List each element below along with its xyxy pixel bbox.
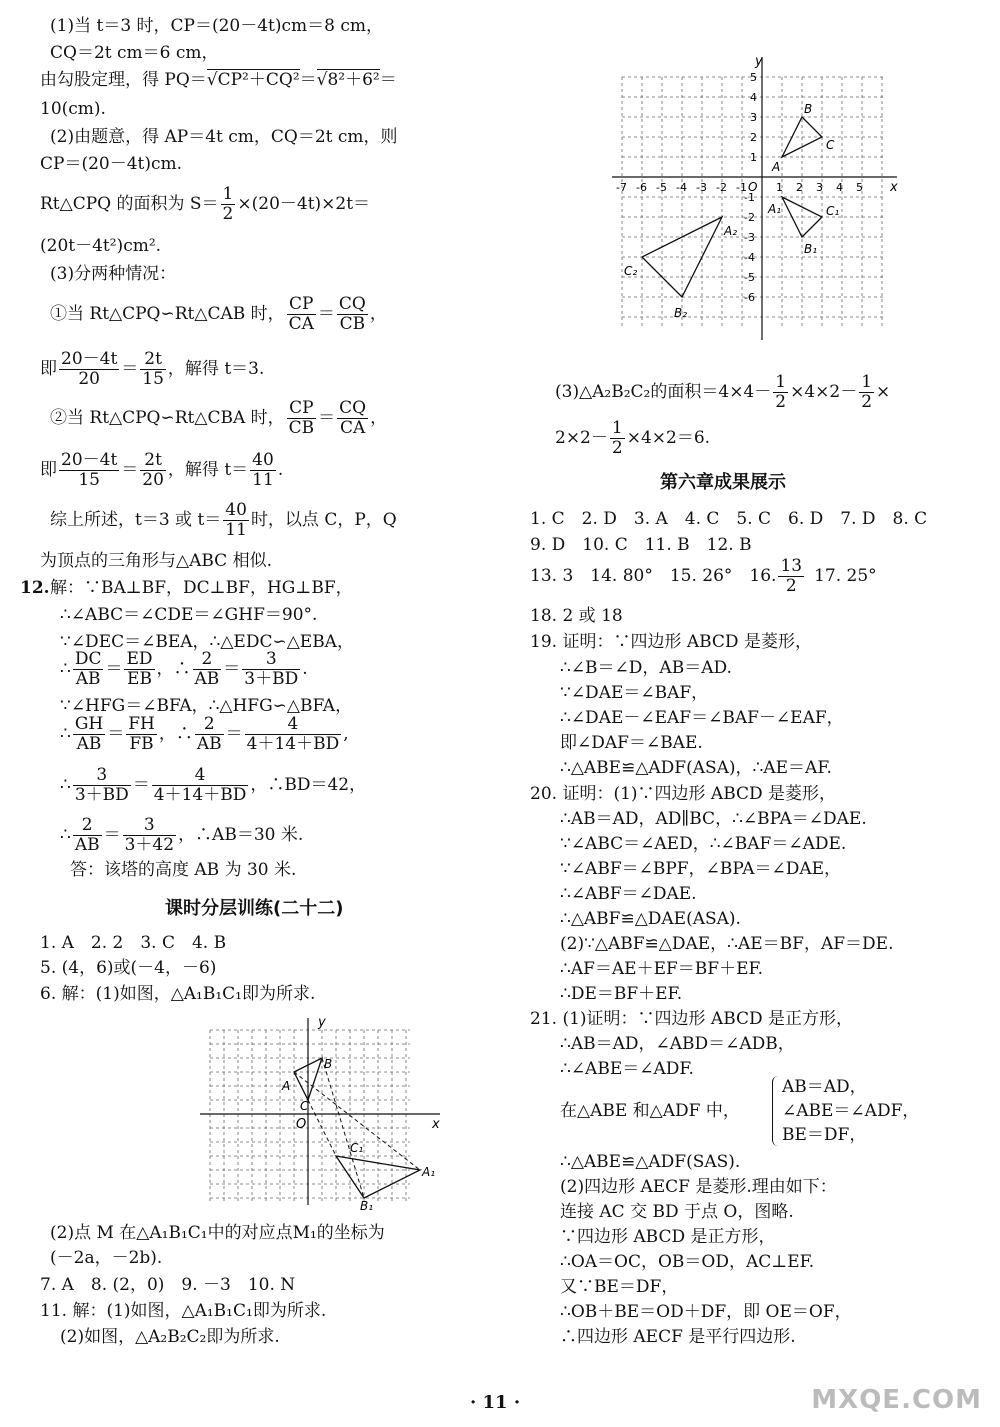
text-line: (2)∵△ABF≌△DAE，∴AE＝BF，AF＝DE. xyxy=(560,934,894,954)
text-line: ∴AF＝AE＋EF＝BF＋EF. xyxy=(560,959,764,979)
text-line: 解：∵BA⊥BF，DC⊥BF，HG⊥BF， xyxy=(50,578,353,598)
answer-line: 13. 3 14. 80° 15. 26° 16. $\frac{13}{2}$ 17. 25° xyxy=(530,556,877,596)
x-tick-label: 3 xyxy=(816,181,823,194)
answer-line: 21. (1)证明：∵四边形 ABCD 是正方形， xyxy=(530,1009,854,1029)
text-line: ∴ $\frac{GH}{AB}$ ＝ $\frac{FH}{FB}$ ，∴ $\frac{2}{AB}$ ＝ $\frac{4}{4+14+BD}$ , xyxy=(60,714,349,754)
x-tick-label: -5 xyxy=(656,181,667,194)
answer-line: 19. 证明：∵四边形 ABCD 是菱形， xyxy=(530,632,812,652)
x-tick-label: -3 xyxy=(696,181,707,194)
x-label: x xyxy=(890,180,898,195)
text-line: 综上所述，t＝3 或 t＝ $\frac{40}{11}$ 时，以点 C，P，Q xyxy=(50,500,397,540)
section-heading: 课时分层训练(二十二) xyxy=(165,898,344,919)
text-line: ∴四边形 AECF 是平行四边形. xyxy=(560,1327,796,1347)
x-tick-label: 1 xyxy=(776,181,783,194)
text-line: ∴∠ABF＝∠DAE. xyxy=(560,884,697,904)
answer-line: 18. 2 或 18 xyxy=(530,606,623,626)
label-a1: A₁ xyxy=(768,202,782,216)
text-line: ∴ $\frac{3}{3+BD}$ ＝ $\frac{4}{4+14+BD}$ ，∴BD＝42， xyxy=(60,765,367,805)
text-line: ∵∠DEC＝∠BEA，∴△EDC∽△EBA， xyxy=(60,632,354,652)
watermark: MXQE.COM xyxy=(811,1385,982,1415)
text-line: ∴DE＝BF＋EF. xyxy=(560,984,683,1004)
text-line: CQ＝2t cm＝6 cm， xyxy=(50,43,219,63)
text-line: (3)△A₂B₂C₂的面积＝4×4－ $\frac{1}{2}$ ×4×2－ $\frac{1}{2}$ × xyxy=(555,372,891,412)
label-a: A xyxy=(282,1079,291,1093)
text-line: ∴ $\frac{DC}{AB}$ ＝ $\frac{ED}{EB}$ ，∴ $\frac{2}{AB}$ ＝ $\frac{3}{3+BD}$ . xyxy=(60,649,308,689)
text-line: (3)分两种情况： xyxy=(50,264,177,284)
text-line: 10(cm). xyxy=(40,99,106,119)
text-line: BE＝DF， xyxy=(782,1125,867,1145)
y-tick-label: 5 xyxy=(750,71,757,84)
text-line: ∴AB＝AD，∠ABD＝∠ADB， xyxy=(560,1034,795,1054)
x-tick-label: -6 xyxy=(636,181,647,194)
origin-label: O xyxy=(296,1117,307,1132)
text-line: ∠ABE＝∠ADF， xyxy=(782,1101,920,1121)
x-tick-label: -7 xyxy=(616,181,627,194)
origin-label: O xyxy=(748,180,758,194)
answer-line: 5. (4，6)或(－4，－6) xyxy=(40,958,217,978)
text-line: (2)点 M 在△A₁B₁C₁中的对应点M₁的坐标为 xyxy=(50,1223,385,1243)
fraction: $\frac{1}{2}$ xyxy=(222,184,234,224)
text-line: 为顶点的三角形与△ABC 相似. xyxy=(40,551,272,571)
label-b2: B₂ xyxy=(674,306,688,320)
text-line: ∴△ABE≌△ADF(ASA)，∴AE＝AF. xyxy=(560,758,832,778)
text-line: ②当 Rt△CPQ∽Rt△CBA 时， $\frac{CP}{CB}$ ＝ $\frac{CQ}{CA}$ ， xyxy=(50,398,388,438)
text-line: ∵四边形 ABCD 是正方形， xyxy=(560,1227,776,1247)
x-label: x xyxy=(432,1117,440,1132)
text-line: ∴∠B＝∠D，AB＝AD. xyxy=(560,658,732,678)
label-c2: C₂ xyxy=(624,264,638,278)
text-line: ∴ $\frac{2}{AB}$ ＝ $\frac{3}{3+42}$ ，∴AB＝30 米. xyxy=(60,815,304,855)
x-tick-label: -4 xyxy=(676,181,687,194)
answer-line: 1. A 2. 2 3. C 4. B xyxy=(40,933,227,953)
text-line: ∴∠ABE＝∠ADF. xyxy=(560,1059,694,1079)
text-line: 即 $\frac{20-4t}{20}$ ＝ $\frac{2t}{15}$ ，解得 t＝3. xyxy=(40,349,265,389)
text-line: 答：该塔的高度 AB 为 30 米. xyxy=(70,860,297,880)
text-line: ∴AB＝AD，AD∥BC，∴∠BPA＝∠DAE. xyxy=(560,809,867,829)
page-number: · 11 · xyxy=(470,1392,521,1413)
text-line: 即 $\frac{20-4t}{15}$ ＝ $\frac{2t}{20}$ ，解得 t＝ $\frac{40}{11}$ . xyxy=(40,450,284,490)
answer-line: 20. 证明：(1)∵四边形 ABCD 是菱形， xyxy=(530,784,837,804)
text-line: ∴∠ABC＝∠CDE＝∠GHF＝90°. xyxy=(60,605,318,625)
answer-line: 7. A 8. (2，0) 9. －3 10. N xyxy=(40,1275,296,1295)
y-tick-label: -2 xyxy=(744,211,755,224)
text-line: AB＝AD， xyxy=(782,1077,867,1097)
y-tick-label: 2 xyxy=(750,131,757,144)
system-brace xyxy=(772,1076,781,1146)
y-tick-label: -6 xyxy=(744,291,755,304)
label-a1: A₁ xyxy=(422,1165,436,1179)
answer-line: 11. 解：(1)如图，△A₁B₁C₁即为所求. xyxy=(40,1301,327,1321)
x-tick-label: 4 xyxy=(836,181,843,194)
answer-line: 6. 解：(1)如图，△A₁B₁C₁即为所求. xyxy=(40,984,316,1004)
y-label: y xyxy=(755,55,763,69)
text-line: (2)如图，△A₂B₂C₂即为所求. xyxy=(60,1327,280,1347)
text-line: 连接 AC 交 BD 于点 O，图略. xyxy=(560,1202,794,1222)
text-line: ∵∠DAE＝∠BAF， xyxy=(560,683,709,703)
text-line: 在△ABE 和△ADF 中， xyxy=(560,1101,740,1121)
coordinate-figure-2 xyxy=(612,55,912,345)
y-label: y xyxy=(318,1015,326,1030)
coordinate-figure-1 xyxy=(200,1010,450,1210)
y-tick-label: 3 xyxy=(750,111,757,124)
text-line: CP＝(20－4t)cm. xyxy=(40,154,183,174)
y-tick-label: -5 xyxy=(744,271,755,284)
label-b: B xyxy=(804,102,813,116)
text-line: ∴∠DAE－∠EAF＝∠BAF－∠EAF， xyxy=(560,708,844,728)
text-line: ∴OA＝OC，OB＝OD，AC⊥EF. xyxy=(560,1252,815,1272)
text-line: ∵∠ABC＝∠AED，∴∠BAF＝∠ADE. xyxy=(560,834,847,854)
label-c: C xyxy=(300,1099,309,1113)
text-line: ∵∠ABF＝∠BPF，∠BPA＝∠DAE， xyxy=(560,859,842,879)
text-line: (－2a，－2b). xyxy=(50,1248,163,1268)
label-b1: B₁ xyxy=(804,242,818,256)
text-line: (20t－4t²)cm². xyxy=(40,236,162,256)
y-tick-label: 1 xyxy=(750,151,757,164)
label-b: B xyxy=(324,1057,333,1071)
label-a: A xyxy=(772,160,781,174)
answer-line: 1. C 2. D 3. A 4. C 5. C 6. D 7. D 8. C xyxy=(530,509,928,529)
y-tick-label: -4 xyxy=(744,251,755,264)
text-line: 即∠DAF＝∠BAE. xyxy=(560,733,703,753)
label-c1: C₁ xyxy=(826,204,840,218)
x-tick-label: 2 xyxy=(796,181,803,194)
y-tick-label: 4 xyxy=(750,91,757,104)
x-tick-label: -2 xyxy=(716,181,727,194)
x-tick-label: 5 xyxy=(856,181,863,194)
question-number: 12. xyxy=(20,578,50,598)
y-tick-label: -3 xyxy=(744,231,755,244)
text-line: ∴△ABE≌△ADF(SAS). xyxy=(560,1152,741,1172)
text-line: ①当 Rt△CPQ∽Rt△CAB 时， $\frac{CP}{CA}$ ＝ $\frac{CQ}{CB}$ ， xyxy=(50,294,387,334)
text-line: 由勾股定理，得 PQ＝√CP²＋CQ²＝√8²＋6²＝ xyxy=(40,70,397,90)
text-line: ∴OB＋BE＝OD＋DF，即 OE＝OF， xyxy=(560,1302,852,1322)
text-line: 又∵BE＝DF， xyxy=(560,1277,679,1297)
x-tick-label: -1 xyxy=(736,181,747,194)
text-line: (2)四边形 AECF 是菱形.理由如下： xyxy=(560,1177,837,1197)
label-a2: A₂ xyxy=(724,224,738,238)
y-tick-label: -1 xyxy=(744,191,755,204)
text-line: ∴△ABF≌△DAE(ASA). xyxy=(560,909,741,929)
label-c1: C₁ xyxy=(350,1141,364,1155)
section-heading: 第六章成果展示 xyxy=(660,472,786,493)
text-line: ∵∠HFG＝∠BFA，∴△HFG∽△BFA， xyxy=(60,696,353,716)
answer-line: 9. D 10. C 11. B 12. B xyxy=(530,535,752,555)
label-c: C xyxy=(826,138,835,152)
label-b1: B₁ xyxy=(360,1199,374,1210)
text-line: Rt△CPQ 的面积为 S＝ $\frac{1}{2}$ ×(20－4t)×2t＝ xyxy=(40,184,371,224)
text-line: (1)当 t＝3 时，CP＝(20－4t)cm＝8 cm， xyxy=(50,16,384,36)
text-line: (2)由题意，得 AP＝4t cm，CQ＝2t cm，则 xyxy=(50,127,398,147)
text-line: 2×2－ $\frac{1}{2}$ ×4×2＝6. xyxy=(555,418,711,458)
